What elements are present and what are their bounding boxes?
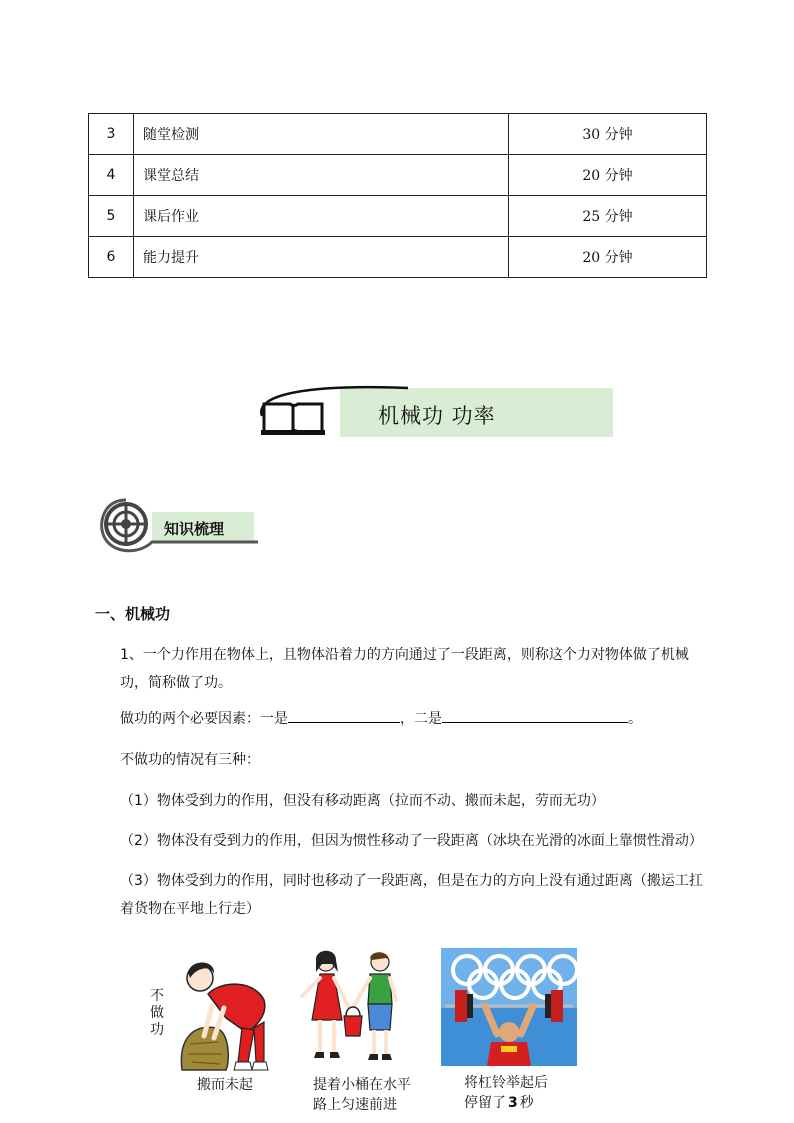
row-activity: 课后作业	[134, 196, 509, 237]
row-activity: 随堂检测	[134, 114, 509, 155]
no-work-vertical-label: 不做功	[150, 988, 164, 1038]
row-duration: 20 分钟	[509, 237, 707, 278]
row-number: 3	[89, 114, 134, 155]
case-3: （3）物体受到力的作用，同时也移动了一段距离，但是在力的方向上没有通过距离（搬运工扛着货物在平地上行走）	[120, 873, 703, 917]
target-icon	[98, 498, 258, 556]
caption-bucket-line1: 提着小桶在水平	[313, 1077, 411, 1093]
table-row	[89, 155, 707, 196]
carrying-bucket-illustration	[290, 950, 402, 1066]
table-row	[89, 196, 707, 237]
paragraph-definition: 1、一个力作用在物体上，且物体沿着力的方向通过了一段距离，则称这个力对物体做了机械功，简称做了功。	[120, 647, 689, 691]
open-book-icon	[250, 382, 410, 438]
caption-weightlifter-seconds: 3	[508, 1095, 518, 1111]
row-duration: 30 分钟	[509, 114, 707, 155]
case-2: （2）物体没有受到力的作用，但因为惯性移动了一段距离（冰块在光滑的冰面上靠惯性滑动）	[120, 833, 703, 849]
paragraph-factors	[120, 705, 710, 733]
section-badge-label: 知识梳理	[164, 520, 225, 538]
chapter-title: 机械功 功率	[378, 404, 496, 428]
factors-text-c: 。	[628, 711, 642, 727]
row-activity: 课堂总结	[134, 155, 509, 196]
row-number: 4	[89, 155, 134, 196]
caption-weightlifter-text: 停留了	[464, 1095, 506, 1111]
section-heading: 一、机械功	[95, 605, 171, 623]
caption-lifting: 搬而未起	[197, 1077, 253, 1093]
caption-weightlifter-line1: 将杠铃举起后	[464, 1075, 548, 1091]
row-number: 6	[89, 237, 134, 278]
caption-bucket	[313, 1075, 423, 1115]
case-1: （1）物体受到力的作用，但没有移动距离（拉而不动、搬而未起，劳而无功）	[120, 793, 605, 809]
caption-bucket-line2: 路上匀速前进	[313, 1097, 397, 1113]
weightlifter-photo	[441, 948, 577, 1066]
factors-text-b: ，二是	[400, 711, 442, 727]
row-activity: 能力提升	[134, 237, 509, 278]
answer-blank-2[interactable]	[442, 709, 628, 723]
caption-weightlifter-line2	[464, 1093, 584, 1113]
paragraph-no-work-intro: 不做功的情况有三种：	[120, 752, 260, 768]
caption-weightlifter	[464, 1073, 584, 1113]
schedule-table	[88, 113, 707, 278]
row-number: 5	[89, 196, 134, 237]
lifting-sack-illustration	[168, 958, 278, 1074]
caption-weightlifter-unit: 秒	[519, 1095, 534, 1111]
row-duration: 20 分钟	[509, 155, 707, 196]
table-row	[89, 114, 707, 155]
factors-text-a: 做功的两个必要因素：一是	[120, 711, 288, 727]
row-duration: 25 分钟	[509, 196, 707, 237]
table-row	[89, 237, 707, 278]
answer-blank-1[interactable]	[288, 709, 400, 723]
